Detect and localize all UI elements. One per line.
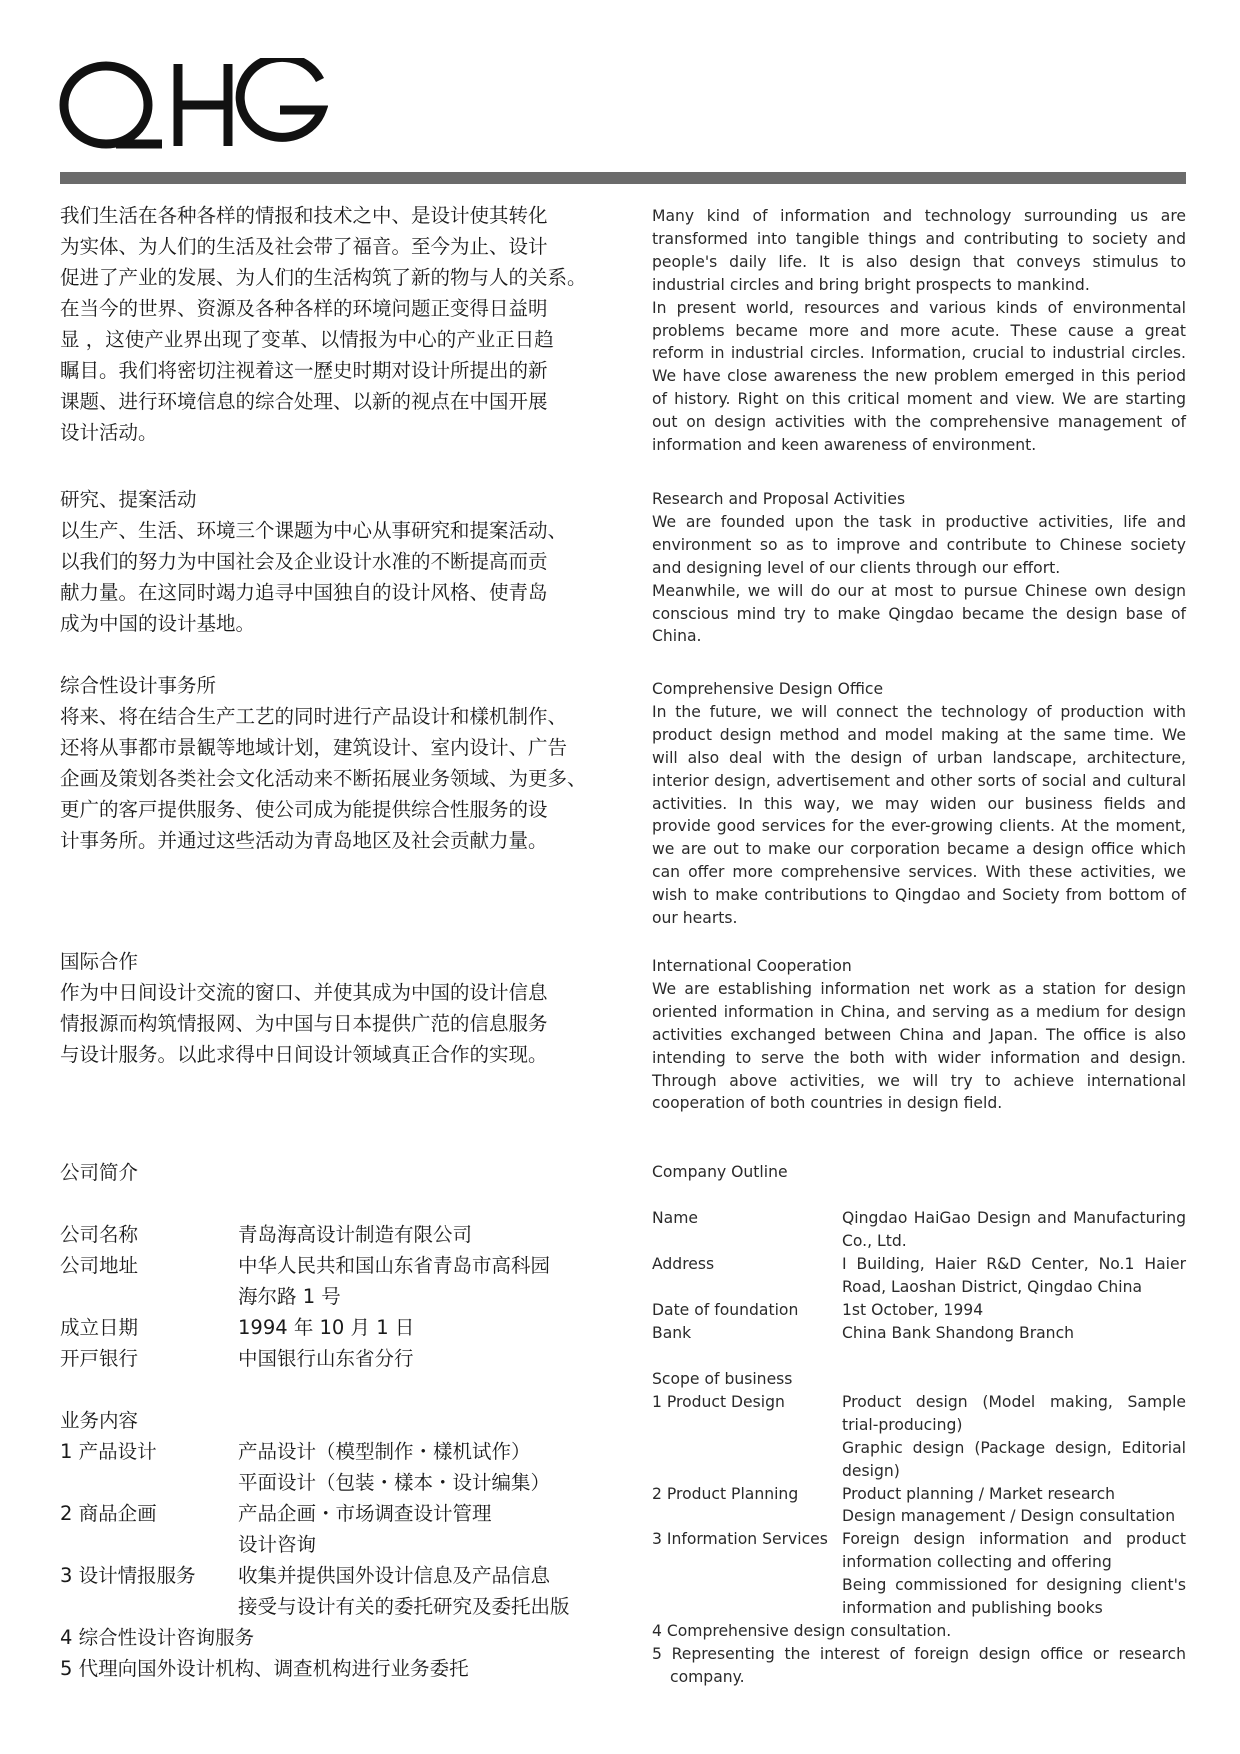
business-cn-line: 4 综合性设计咨询服务 (60, 1626, 255, 1649)
business-en-key: 1 Product Design (652, 1392, 785, 1411)
business-en-line: 4 Comprehensive design consultation. (652, 1621, 952, 1640)
business-cn-key: 3 设计情报服务 (60, 1564, 196, 1587)
business-cn-key: 2 商品企画 (60, 1502, 157, 1525)
business-en-item: Product design (Model making, Sample trial-producing) (842, 1392, 1186, 1434)
office-cn (60, 670, 608, 856)
outline-cn-table (60, 1219, 620, 1374)
intro-en-para-1: Many kind of information and technology surrounding us are transformed into tangible things and contributing to society and people's daily life. It is also design that conveys stimulus to industrial circles and bring bright prospects to mankind. (652, 207, 1186, 294)
research-en-para-2: Meanwhile, we will do our at most to pursue Chinese own design conscious mind try to make Qingdao became the design base of China. (652, 581, 1186, 646)
research-cn-heading: 研究、提案活动 (60, 488, 197, 511)
business-en-key: 2 Product Planning (652, 1484, 799, 1503)
outline-cn-key: 公司地址 (60, 1254, 139, 1277)
business-en-value (842, 1391, 1186, 1483)
outline-en-value: Qingdao HaiGao Design and Manufacturing Co., Ltd. (842, 1209, 1186, 1250)
outline-en-table (652, 1207, 1186, 1344)
business-cn-line: 5 代理向国外设计机构、调查机构进行业务委托 (60, 1657, 469, 1680)
intro-cn-body: 我们生活在各种各样的情报和技术之中、是设计使其转化 为实体、为人们的生活及社会带了福音。至今为止、设计 促进了产业的发展、为人们的生活构筑了新的物与人的关系。 在当今的世界、资源及各种各样的环境问题正变得日益明 显 ，这使产业界出现了变革、以情报为中心的产业正日趋 瞩目。我们将密切注视着这一歷史时期对设计所提出的新 课题、进行环境信息的综合处理、以新的视点在中国开展 设计活动。 (60, 204, 587, 444)
office-cn-body: 将来、将在结合生产工艺的同时进行产品设计和樣机制作、 还将从事都市景観等地域计划，建筑设计、室内设计、广告 企画及策划各类社会文化活动来不断拓展业务领域、为更多、 更广的客戸提供服务、使公司成为能提供综合性服务的设 计事务所。并通过这些活动为青岛地区及社会贡献力量。 (60, 705, 587, 852)
office-en-para-1: In the future, we will connect the technology of production with product design method and model making at the same time. We will also deal with the design of urban landscape, architecture, interior design, advertisement and other sorts of social and cultural activities. In this way, we may widen our business fields and provide good services for the ever-growing clients. At the moment, we are out to make our corporation became a design office which can offer more comprehensive services. With these activities, we wish to make contributions to Qingdao and Society from bottom of our hearts. (652, 702, 1186, 928)
business-en (652, 1368, 1186, 1689)
research-en (652, 488, 1186, 648)
business-cn-value: 产品设计（模型制作・樣机试作） 平面设计（包装・樣本・设计编集） (238, 1440, 551, 1494)
outline-en-key: Address (652, 1254, 715, 1273)
outline-cn-key: 开戸银行 (60, 1347, 139, 1370)
business-en-title: Scope of business (652, 1370, 793, 1388)
outline-cn-title: 公司简介 (60, 1161, 139, 1184)
business-en-item: Foreign design information and product information collecting and offering (842, 1530, 1186, 1572)
business-cn-title: 业务内容 (60, 1409, 139, 1432)
intro-en-para-2: In present world, resources and various kinds of environmental problems became more and more acute. These cause a great reform in industrial circles. Information, crucial to industrial circles. We have close awareness the new problem emerged in this period of history. Right on this critical moment and view. We are starting out on design activities with the comprehensive management of information and keen awareness of environment. (652, 298, 1186, 455)
business-cn (60, 1405, 620, 1684)
outline-cn-row (60, 1219, 620, 1250)
international-en (652, 955, 1186, 1115)
outline-cn-value: 中国银行山东省分行 (238, 1347, 414, 1370)
business-cn-value: 产品企画・市场调查设计管理 设计咨询 (238, 1502, 492, 1556)
outline-en-key: Bank (652, 1323, 692, 1342)
office-en-heading: Comprehensive Design Office (652, 680, 884, 698)
business-cn-row (60, 1436, 620, 1498)
research-en-heading: Research and Proposal Activities (652, 490, 906, 508)
business-cn-row (60, 1498, 620, 1560)
business-en-value (842, 1483, 1186, 1529)
office-en (652, 678, 1186, 930)
outline-cn-row (60, 1312, 620, 1343)
business-cn-key: 1 产品设计 (60, 1440, 157, 1463)
business-cn-row (60, 1560, 620, 1622)
outline-en-row (652, 1253, 1186, 1299)
research-cn-body: 以生产、生活、环境三个课题为中心从事研究和提案活动、 以我们的努力为中国社会及企业设计水准的不断提高而贡 献力量。在这同时竭力追寻中国独自的设计风格、使青岛 成为中国的设计基地。 (60, 519, 568, 635)
business-en-row (652, 1391, 1186, 1483)
outline-cn-key: 成立日期 (60, 1316, 139, 1339)
business-en-value (842, 1528, 1186, 1620)
outline-cn-key: 公司名称 (60, 1223, 139, 1246)
outline-en-key: Name (652, 1209, 699, 1227)
outline-cn-value: 青岛海高设计制造有限公司 (238, 1223, 473, 1246)
outline-en-value: 1st October, 1994 (842, 1300, 984, 1319)
outline-en-row (652, 1207, 1186, 1253)
business-cn-value: 收集并提供国外设计信息及产品信息 接受与设计有关的委托研究及委托出版 (238, 1564, 570, 1618)
international-cn-body: 作为中日间设计交流的窗口、并使其成为中国的设计信息 情报源而构筑情报网、为中国与日本提供广范的信息服务 与设计服务。以此求得中日间设计领域真正合作的实现。 (60, 981, 548, 1066)
business-en-key: 3 Information Services (652, 1530, 828, 1549)
outline-cn-row (60, 1343, 620, 1374)
business-en-item: Graphic design (Package design, Editorial design) (842, 1438, 1186, 1480)
outline-en-row (652, 1322, 1186, 1345)
business-en-item: Design management / Design consultation (842, 1507, 1176, 1526)
international-en-para-1: We are establishing information net work as a station for design oriented information in China, and serving as a medium for design activities exchanged between China and Japan. The office is also intending to serve the both with wider information and design. Through above activities, we will try to achieve international cooperation of both countries in design field. (652, 979, 1186, 1113)
international-cn-heading: 国际合作 (60, 950, 139, 973)
research-cn (60, 484, 608, 639)
office-cn-heading: 综合性设计事务所 (60, 674, 217, 697)
outline-cn-value: 1994 年 10 月 1 日 (238, 1316, 415, 1339)
qhg-logo (58, 58, 328, 154)
business-en-item: Being commissioned for designing client's information and publishing books (842, 1576, 1186, 1618)
outline-cn-row (60, 1250, 620, 1312)
international-cn (60, 946, 608, 1070)
business-en-line: 5 Representing the interest of foreign design office or research company. (652, 1644, 1186, 1686)
outline-en-value: China Bank Shandong Branch (842, 1323, 1075, 1342)
outline-en-title: Company Outline (652, 1163, 788, 1181)
intro-en (652, 205, 1186, 457)
international-en-heading: International Cooperation (652, 957, 852, 975)
research-en-para-1: We are founded upon the task in productive activities, life and environment so as to improve and contribute to Chinese society and designing level of our clients through our effort. (652, 512, 1186, 577)
intro-cn (60, 200, 608, 448)
business-en-item: Product planning / Market research (842, 1484, 1116, 1503)
business-en-row (652, 1483, 1186, 1529)
outline-cn-value: 中华人民共和国山东省青岛市高科园 海尔路 1 号 (238, 1254, 551, 1308)
header-rule (60, 172, 1186, 184)
outline-en-value: I Building, Haier R&D Center, No.1 Haier Road, Laoshan District, Qingdao China (842, 1254, 1186, 1296)
business-en-row (652, 1528, 1186, 1620)
outline-en-row (652, 1299, 1186, 1322)
outline-en-key: Date of foundation (652, 1300, 799, 1319)
